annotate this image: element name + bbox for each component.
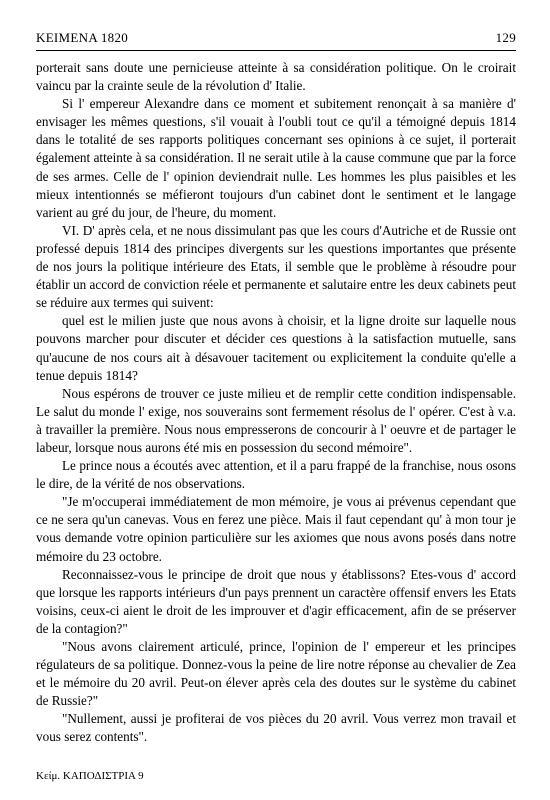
- paragraph-4: quel est le milien juste que nous avons à choisir, et la ligne droite sur laquelle nous pouvons marcher pour discuter et décider ces questions à la satisfaction mutuelle, sans qu'aucune de nos cours ait à désavouer tacitement ou explicitement la conduite qu'elle a tenue depuis 1814?: [36, 313, 516, 383]
- header-title: KEIMENA 1820: [36, 30, 129, 45]
- paragraph-1: porterait sans doute une pernicieuse atteinte à sa considération politique. On le croirait vaincu par la crainte seule de la révolution d' Italie.: [36, 60, 516, 94]
- body-text: [36, 59, 516, 747]
- paragraph-9: "Nous avons clairement articulé, prince, l'opinion de l' empereur et les principes régulateurs de sa politique. Donnez-vous la peine de lire notre réponse au chevalier de Zea et le mémoire du 20 avril. Peut-on élever après cela des doutes sur le système du cabinet de Russie?": [36, 639, 516, 709]
- paragraph-6: Le prince nous a écoutés avec attention, et il a paru frappé de la franchise, nous osons le dire, de la vérité de nos observations.: [36, 458, 516, 492]
- page-number: 129: [495, 30, 516, 45]
- paragraph-7: "Je m'occuperai immédiatement de mon mémoire, je vous ai prévenus cependant que ce ne sera qu'un canevas. Vous en ferez une pièce. Mais il faut cependant qu' à mon tour je vous demande votre opinion particulière sur les axiomes que nous avons posés dans notre mémoire du 23 octobre.: [36, 494, 516, 564]
- paragraph-8: Reconnaissez-vous le principe de droit que nous y établissons? Etes-vous d' accord que lorsque les rapports intérieurs d'un pays prennent un caractère offensif envers les Etats voisins, ceux-ci aient le droit de les improuver et d'agir efficacement, afin de se préserver de la contagion?": [36, 566, 516, 636]
- document-page: [36, 30, 516, 747]
- paragraph-5: Nous espérons de trouver ce juste milieu et de remplir cette condition indispensable. Le salut du monde l' exige, nos souverains sont fermement résolus de l' opérer. C'est à v.a. à travailler la première. Nous nous empresserons de concourir à l' oeuvre et de partager le labeur, lorsque nous aurons été mis en possession du second mémoire".: [36, 385, 516, 455]
- footer-signature: Κείμ. ΚΑΠΟΔΙΣΤΡΙΑ 9: [36, 770, 144, 782]
- paragraph-2: Si l' empereur Alexandre dans ce moment et subitement renonçait à sa manière d' envisager les mêmes questions, s'il vouait à l'oubli tout ce qu'il a témoigné depuis 1814 dans le totalité de ses rapports politiques concernant ses opinions à ce sujet, il porterait également atteinte à sa considération. Il ne serait utile à la cause commune que par la force de ses armes. Celle de l' opinion deviendrait nulle. Les hommes les plus paisibles et les mieux intentionnés se méfieront toujours d'un cabinet dont le sentiment et le langage varient au gré du jour, de l'heure, du moment.: [36, 96, 516, 220]
- running-header: [36, 30, 516, 51]
- paragraph-10: "Nullement, aussi je profiterai de vos pièces du 20 avril. Vous verrez mon travail et vous serez contents".: [36, 711, 516, 745]
- paragraph-3: VI. D' après cela, et ne nous dissimulant pas que les cours d'Autriche et de Russie ont professé depuis 1814 des principes divergents sur les questions importantes que présente de nos jours la politique intérieure des Etats, il semble que le problème à résoudre pour établir un accord de conviction réele et permanente et salutaire entre les deux cabinets peut se réduire aux termes qui suivent:: [36, 222, 516, 311]
